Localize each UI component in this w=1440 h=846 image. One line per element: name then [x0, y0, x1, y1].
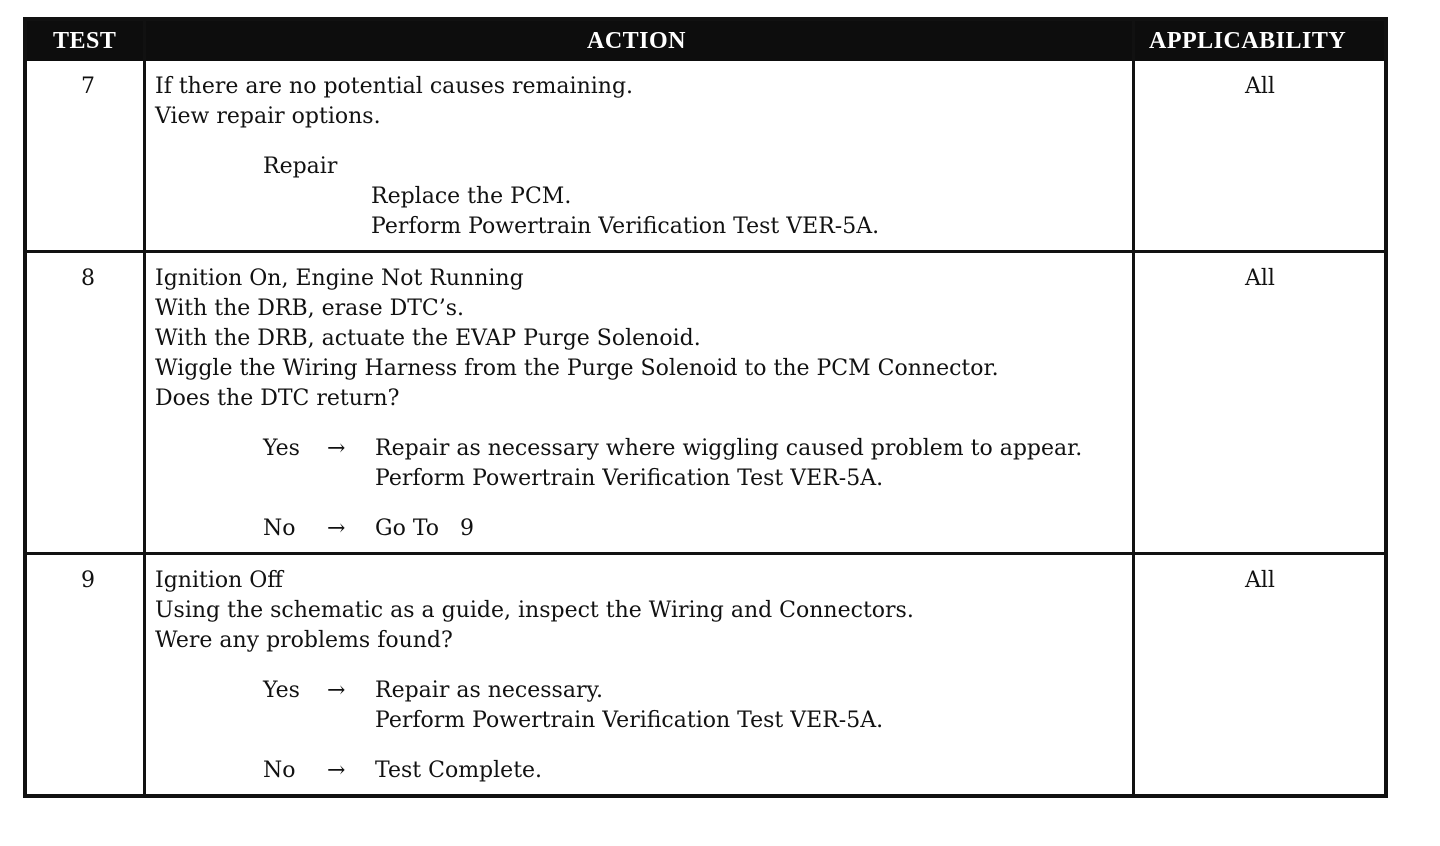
yes-line: Repair as necessary. — [375, 678, 603, 703]
action-line: Using the schematic as a guide, inspect the Wiring and Connectors. — [155, 598, 914, 623]
column-divider — [143, 21, 146, 794]
arrow-icon: → — [327, 436, 346, 461]
applicability-value: All — [1245, 74, 1275, 99]
column-divider — [1132, 21, 1135, 794]
yes-label: Yes — [263, 678, 300, 703]
action-line: If there are no potential causes remaining. — [155, 74, 634, 99]
arrow-icon: → — [327, 678, 346, 703]
action-line: Does the DTC return? — [155, 386, 400, 411]
action-line: With the DRB, erase DTC’s. — [155, 296, 465, 321]
row-divider — [27, 552, 1384, 555]
table-header — [27, 21, 1384, 61]
yes-line: Repair as necessary where wiggling caused problem to appear. — [375, 436, 1083, 461]
action-line: Were any problems found? — [155, 628, 453, 653]
repair-line: Perform Powertrain Verification Test VER-5A. — [371, 214, 880, 239]
action-line: Wiggle the Wiring Harness from the Purge Solenoid to the PCM Connector. — [155, 356, 999, 381]
yes-line: Perform Powertrain Verification Test VER-5A. — [375, 708, 884, 733]
action-line: With the DRB, actuate the EVAP Purge Solenoid. — [155, 326, 701, 351]
yes-label: Yes — [263, 436, 300, 461]
repair-line: Replace the PCM. — [371, 184, 572, 209]
diagnostic-test-table — [23, 17, 1388, 798]
no-label: No — [263, 758, 296, 783]
applicability-value: All — [1245, 568, 1275, 593]
arrow-icon: → — [327, 758, 346, 783]
repair-label: Repair — [263, 154, 338, 179]
header-applicability: APPLICABILITY — [1149, 28, 1347, 54]
row-divider — [27, 250, 1384, 253]
test-number: 8 — [81, 266, 95, 291]
arrow-icon: → — [327, 516, 346, 541]
header-test: TEST — [53, 28, 117, 54]
no-line: Go To 9 — [375, 516, 474, 541]
no-line: Test Complete. — [375, 758, 543, 783]
action-line: View repair options. — [155, 104, 381, 129]
no-label: No — [263, 516, 296, 541]
applicability-value: All — [1245, 266, 1275, 291]
action-line: Ignition On, Engine Not Running — [155, 266, 524, 291]
yes-line: Perform Powertrain Verification Test VER-5A. — [375, 466, 884, 491]
test-number: 7 — [81, 74, 95, 99]
action-line: Ignition Off — [155, 568, 283, 593]
test-number: 9 — [81, 568, 95, 593]
header-action: ACTION — [587, 28, 687, 54]
